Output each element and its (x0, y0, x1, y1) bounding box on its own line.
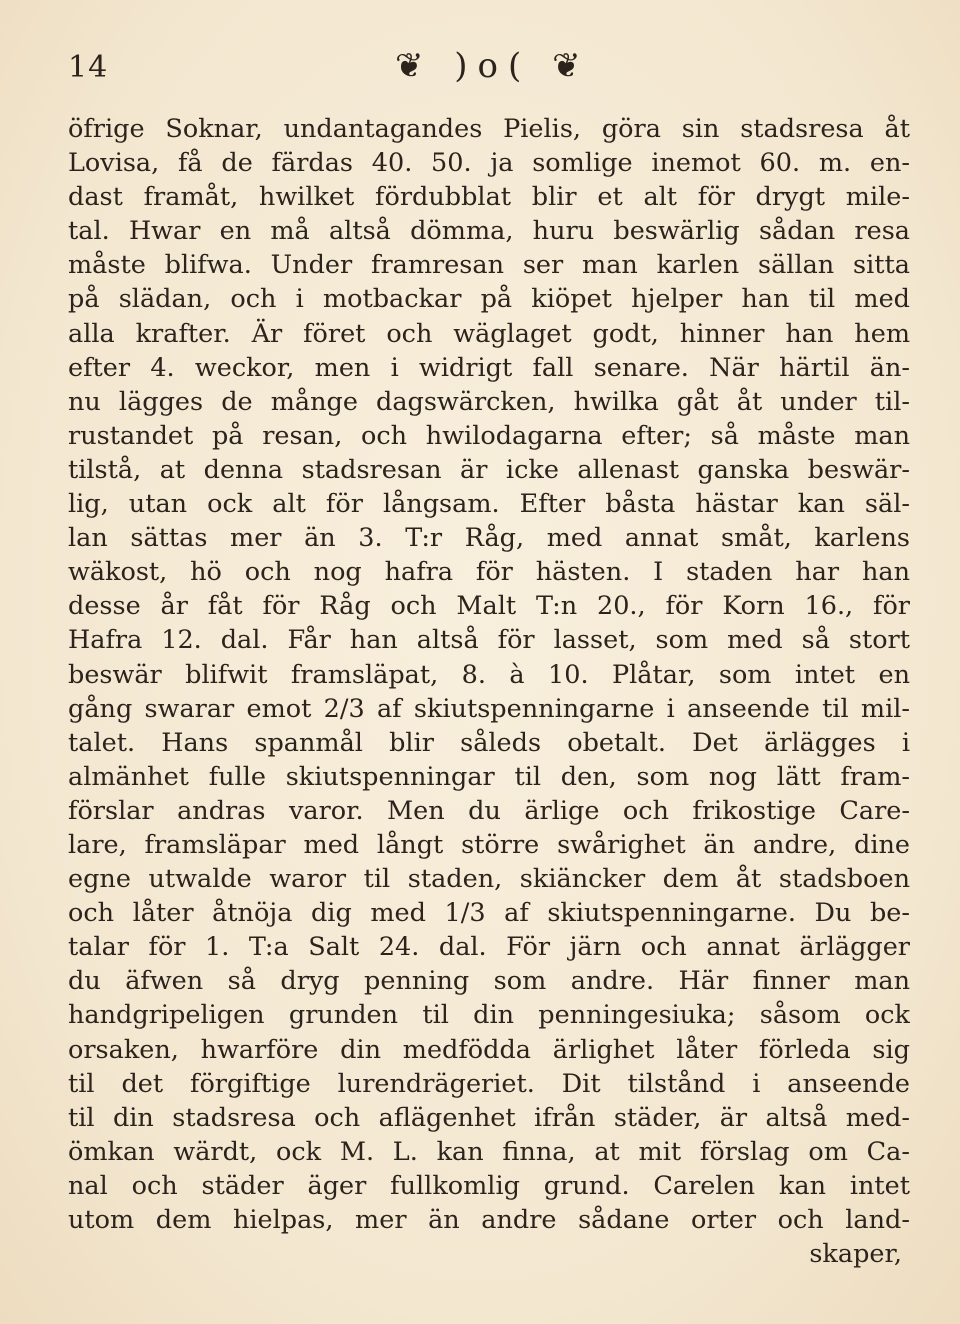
text-line: handgripeligen grunden til din penningesiuka; såsom ock (68, 1000, 910, 1031)
text-line: til din stadsresa och aflägenhet ifrån städer, är altså med- (68, 1102, 910, 1133)
text-line: til det förgiftige lurendrägeriet. Dit tilstånd i anseende (68, 1068, 910, 1099)
catchword: skaper, (809, 1239, 902, 1270)
text-line: egne utwalde waror til staden, skiäncker dem åt stadsboen (68, 864, 910, 895)
text-line: talar för 1. T:a Salt 24. dal. För järn och annat ärlägger (68, 932, 910, 963)
text-line: lan sättas mer än 3. T:r Råg, med annat småt, karlens (68, 523, 910, 554)
text-line: Lovisa, få de färdas 40. 50. ja somlige inemot 60. m. en- (68, 148, 910, 179)
text-line: utom dem hielpas, mer än andre sådane orter och land- (68, 1205, 910, 1235)
text-line: wäkost, hö och nog hafra för hästen. I staden har han (68, 557, 910, 588)
page-number: 14 (68, 50, 109, 85)
text-line: talet. Hans spanmål blir såleds obetalt. Det ärlägges i (68, 727, 910, 758)
text-line: lig, utan ock alt för långsam. Efter båsta hästar kan säl- (68, 489, 910, 520)
text-line: och låter åtnöja dig med 1/3 af skiutspenningarne. Du be- (68, 898, 910, 929)
text-line: på slädan, och i motbackar på kiöpet hjelper han til med (68, 284, 910, 315)
text-line: dast framåt, hwilket fördubblat blir et alt för drygt mile- (68, 182, 910, 213)
body-text (68, 112, 910, 1271)
text-line: tal. Hwar en må altså dömma, huru beswärlig sådan resa (68, 216, 910, 247)
page-header (0, 46, 960, 96)
text-line: lare, framsläpar med långt större swårighet än andre, dine (68, 829, 910, 860)
text-line: måste blifwa. Under framresan ser man karlen sällan sitta (68, 250, 910, 281)
text-line: alla krafter. Är föret och wäglaget godt, hinner han hem (68, 318, 910, 349)
text-line: förslar andras varor. Men du ärlige och frikostige Care- (68, 795, 910, 826)
text-line: nal och städer äger fullkomlig grund. Carelen kan intet (68, 1170, 910, 1201)
text-line: du äfwen så dryg penning som andre. Här finner man (68, 966, 910, 997)
text-line: orsaken, hwarföre din medfödda ärlighet låter förleda sig (68, 1034, 910, 1065)
text-line: efter 4. weckor, men i widrigt fall senare. När härtil än- (68, 352, 910, 383)
text-line: nu lägges de månge dagswärcken, hwilka gåt åt under til- (68, 386, 910, 417)
text-line: Hafra 12. dal. Får han altså för lasset, som med så stort (68, 625, 910, 656)
text-line: desse år fåt för Råg och Malt T:n 20., för Korn 16., för (68, 591, 910, 622)
text-line: gång swarar emot 2/3 af skiutspenningarne i anseende til mil- (68, 693, 910, 724)
text-line: rustandet på resan, och hwilodagarna efter; så måste man (68, 420, 910, 451)
text-line: beswär blifwit framsläpat, 8. à 10. Plåtar, som intet en (68, 659, 910, 690)
header-ornament: ❦ )o( ❦ (395, 46, 591, 86)
text-line: ömkan wärdt, ock M. L. kan finna, at mit förslag om Ca- (68, 1136, 910, 1167)
text-line: almänhet fulle skiutspenningar til den, som nog lätt fram- (68, 761, 910, 792)
text-line: tilstå, at denna stadsresan är icke allenast ganska beswär- (68, 454, 910, 485)
text-line: öfrige Soknar, undantagandes Pielis, göra sin stadsresa åt (68, 114, 910, 144)
